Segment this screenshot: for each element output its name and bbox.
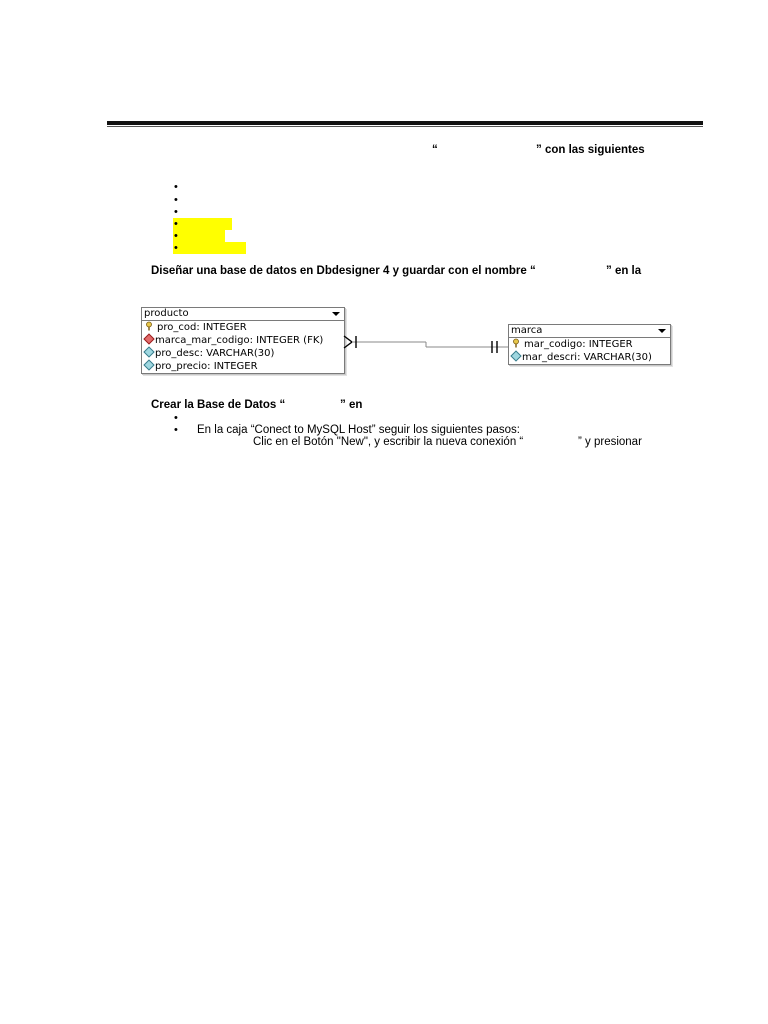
foreign-key-diamond-icon [143,333,154,344]
step-text: En la caja “Conect to MySQL Host” seguir los siguientes pasos: [197,424,520,436]
table-header [509,325,670,338]
header-rule [107,121,703,125]
table-name: marca [511,325,543,336]
crear-instruction: Crear la Base de Datos “ [151,399,286,411]
list-bullet: • [174,194,178,206]
table-header [142,308,344,321]
list-bullet: • [174,242,178,254]
key-icon [511,338,521,348]
highlight-bar [173,242,246,254]
relationship-connector [342,330,512,354]
list-bullet: • [174,424,178,436]
table-field: mar_codigo: INTEGER [509,338,670,351]
dropdown-arrow-icon[interactable] [658,329,666,333]
table-field: mar_descri: VARCHAR(30) [509,351,670,364]
design-instruction-end: ” en la [606,265,642,277]
heading-open-quote: “ [432,144,438,156]
highlight-bar [173,230,225,242]
dropdown-arrow-icon[interactable] [332,312,340,316]
heading-text: ” con las siguientes [536,144,645,156]
key-icon [144,321,154,331]
marca-table[interactable] [508,324,671,365]
attribute-diamond-icon [143,346,154,357]
design-instruction: Diseñar una base de datos en Dbdesigner 4 y guardar con el nombre “ [151,265,536,277]
table-field: marca_mar_codigo: INTEGER (FK) [142,334,344,347]
list-bullet: • [174,206,178,218]
list-bullet: • [174,218,178,230]
table-field: pro_cod: INTEGER [142,321,344,334]
table-field: pro_desc: VARCHAR(30) [142,347,344,360]
sub-step-text: Clic en el Botón "New", y escribir la nueva conexión “ [253,436,524,448]
attribute-diamond-icon [143,359,154,370]
header-rule-thin [107,126,703,127]
list-bullet: • [174,412,178,424]
attribute-diamond-icon [510,350,521,361]
producto-table[interactable] [141,307,345,374]
list-bullet: • [174,230,178,242]
highlight-bar [173,218,232,230]
crear-instruction-end: ” en [340,399,363,411]
table-name: producto [144,308,189,319]
table-field: pro_precio: INTEGER [142,360,344,373]
sub-step-end: ” y presionar [578,436,642,448]
list-bullet: • [174,181,178,193]
